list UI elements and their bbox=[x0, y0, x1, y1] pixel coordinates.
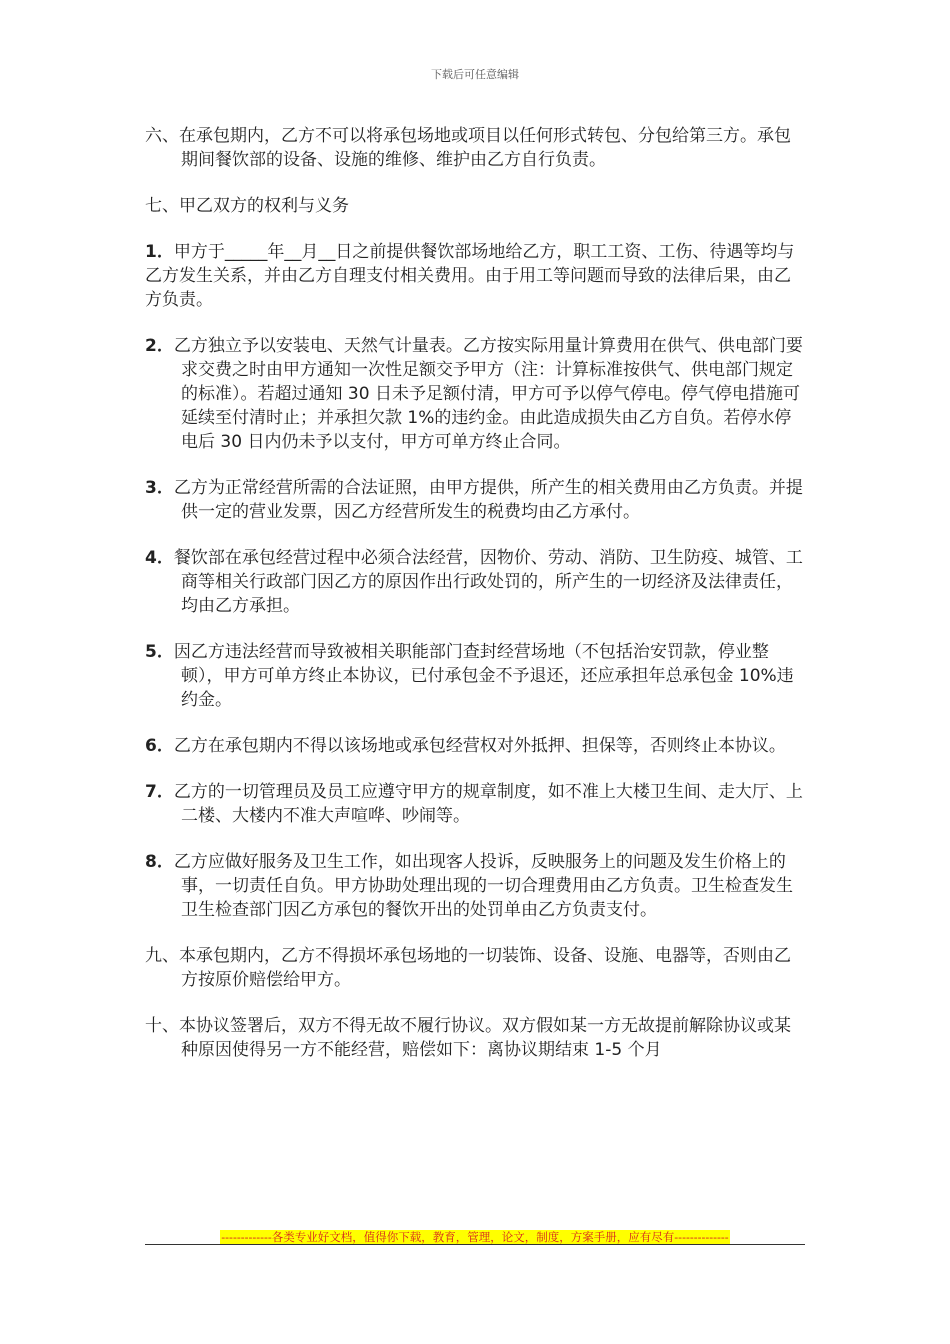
item-number: 5． bbox=[145, 642, 174, 662]
item-3 bbox=[145, 476, 805, 524]
clause-6 bbox=[145, 124, 805, 172]
item-text: 乙方独立予以安装电、天然气计量表。乙方按实际用量计算费用在供气、供电部门要求交费之时由甲方通知一次性足额交予甲方（注：计算标准按供气、供电部门规定的标准）。若超过通知 30 日未予足额付清，甲方可予以停气停电。停气停电措施可延续至付清时止；并承担欠款 1%的违约金。由此造成损失由乙方自负。若停水停电后 30 日内仍未予以支付，甲方可单方终止合同。 bbox=[173, 336, 803, 452]
item-number: 2． bbox=[145, 336, 174, 356]
clause-10 bbox=[145, 1014, 805, 1062]
item-6 bbox=[145, 734, 805, 758]
document-body bbox=[145, 124, 805, 1084]
section-heading-7 bbox=[145, 194, 805, 218]
item-text: 餐饮部在承包经营过程中必须合法经营，因物价、劳动、消防、卫生防疫、城管、工商等相关行政部门因乙方的原因作出行政处罚的，所产生的一切经济及法律责任，均由乙方承担。 bbox=[173, 548, 803, 616]
item-5 bbox=[145, 640, 805, 712]
clause-text: 七、甲乙双方的权利与义务 bbox=[145, 196, 349, 216]
item-8 bbox=[145, 850, 805, 922]
clause-text: 六、在承包期内，乙方不可以将承包场地或项目以任何形式转包、分包给第三方。承包期间餐饮部的设备、设施的维修、维护由乙方自行负责。 bbox=[145, 126, 791, 170]
item-number: 1． bbox=[145, 242, 174, 262]
item-number: 7． bbox=[145, 782, 174, 802]
item-2 bbox=[145, 334, 805, 454]
clause-9 bbox=[145, 944, 805, 992]
clause-text: 十、本协议签署后，双方不得无故不履行协议。双方假如某一方无故提前解除协议或某种原因使得另一方不能经营，赔偿如下：离协议期结束 1-5 个月 bbox=[145, 1016, 791, 1060]
item-text: 乙方为正常经营所需的合法证照，由甲方提供，所产生的相关费用由乙方负责。并提供一定的营业发票，因乙方经营所发生的税费均由乙方承付。 bbox=[173, 478, 803, 522]
footer bbox=[145, 1226, 805, 1245]
item-text: 甲方于_____年__月__日之前提供餐饮部场地给乙方，职工工资、工伤、待遇等均与乙方发生关系，并由乙方自理支付相关费用。由于用工等问题而导致的法律后果，由乙方负责。 bbox=[145, 242, 795, 310]
item-number: 4． bbox=[145, 548, 174, 568]
item-text: 乙方的一切管理员及员工应遵守甲方的规章制度，如不准上大楼卫生间、走大厅、上二楼、大楼内不准大声喧哗、吵闹等。 bbox=[173, 782, 803, 826]
item-number: 3． bbox=[145, 478, 174, 498]
page-header-note: 下载后可任意编辑 bbox=[431, 68, 519, 81]
clause-text: 九、本承包期内，乙方不得损坏承包场地的一切装饰、设备、设施、电器等，否则由乙方按原价赔偿给甲方。 bbox=[145, 946, 791, 990]
item-text: 因乙方违法经营而导致被相关职能部门查封经营场地（不包括治安罚款，停业整顿），甲方可单方终止本协议，已付承包金不予退还，还应承担年总承包金 10%违约金。 bbox=[173, 642, 794, 710]
item-text: 乙方应做好服务及卫生工作，如出现客人投诉，反映服务上的问题及发生价格上的事，一切责任自负。甲方协助处理出现的一切合理费用由乙方负责。卫生检查发生卫生检查部门因乙方承包的餐饮开出的处罚单由乙方负责支付。 bbox=[173, 852, 793, 920]
item-number: 8． bbox=[145, 852, 174, 872]
item-1 bbox=[145, 240, 805, 312]
footer-banner: -------------各类专业好文档，值得你下载，教育，管理，论文，制度，方案手册，应有尽有-------------- bbox=[221, 1230, 729, 1244]
item-text: 乙方在承包期内不得以该场地或承包经营权对外抵押、担保等，否则终止本协议。 bbox=[173, 736, 786, 756]
item-number: 6． bbox=[145, 736, 174, 756]
item-7 bbox=[145, 780, 805, 828]
item-4 bbox=[145, 546, 805, 618]
footer-divider bbox=[145, 1244, 805, 1245]
